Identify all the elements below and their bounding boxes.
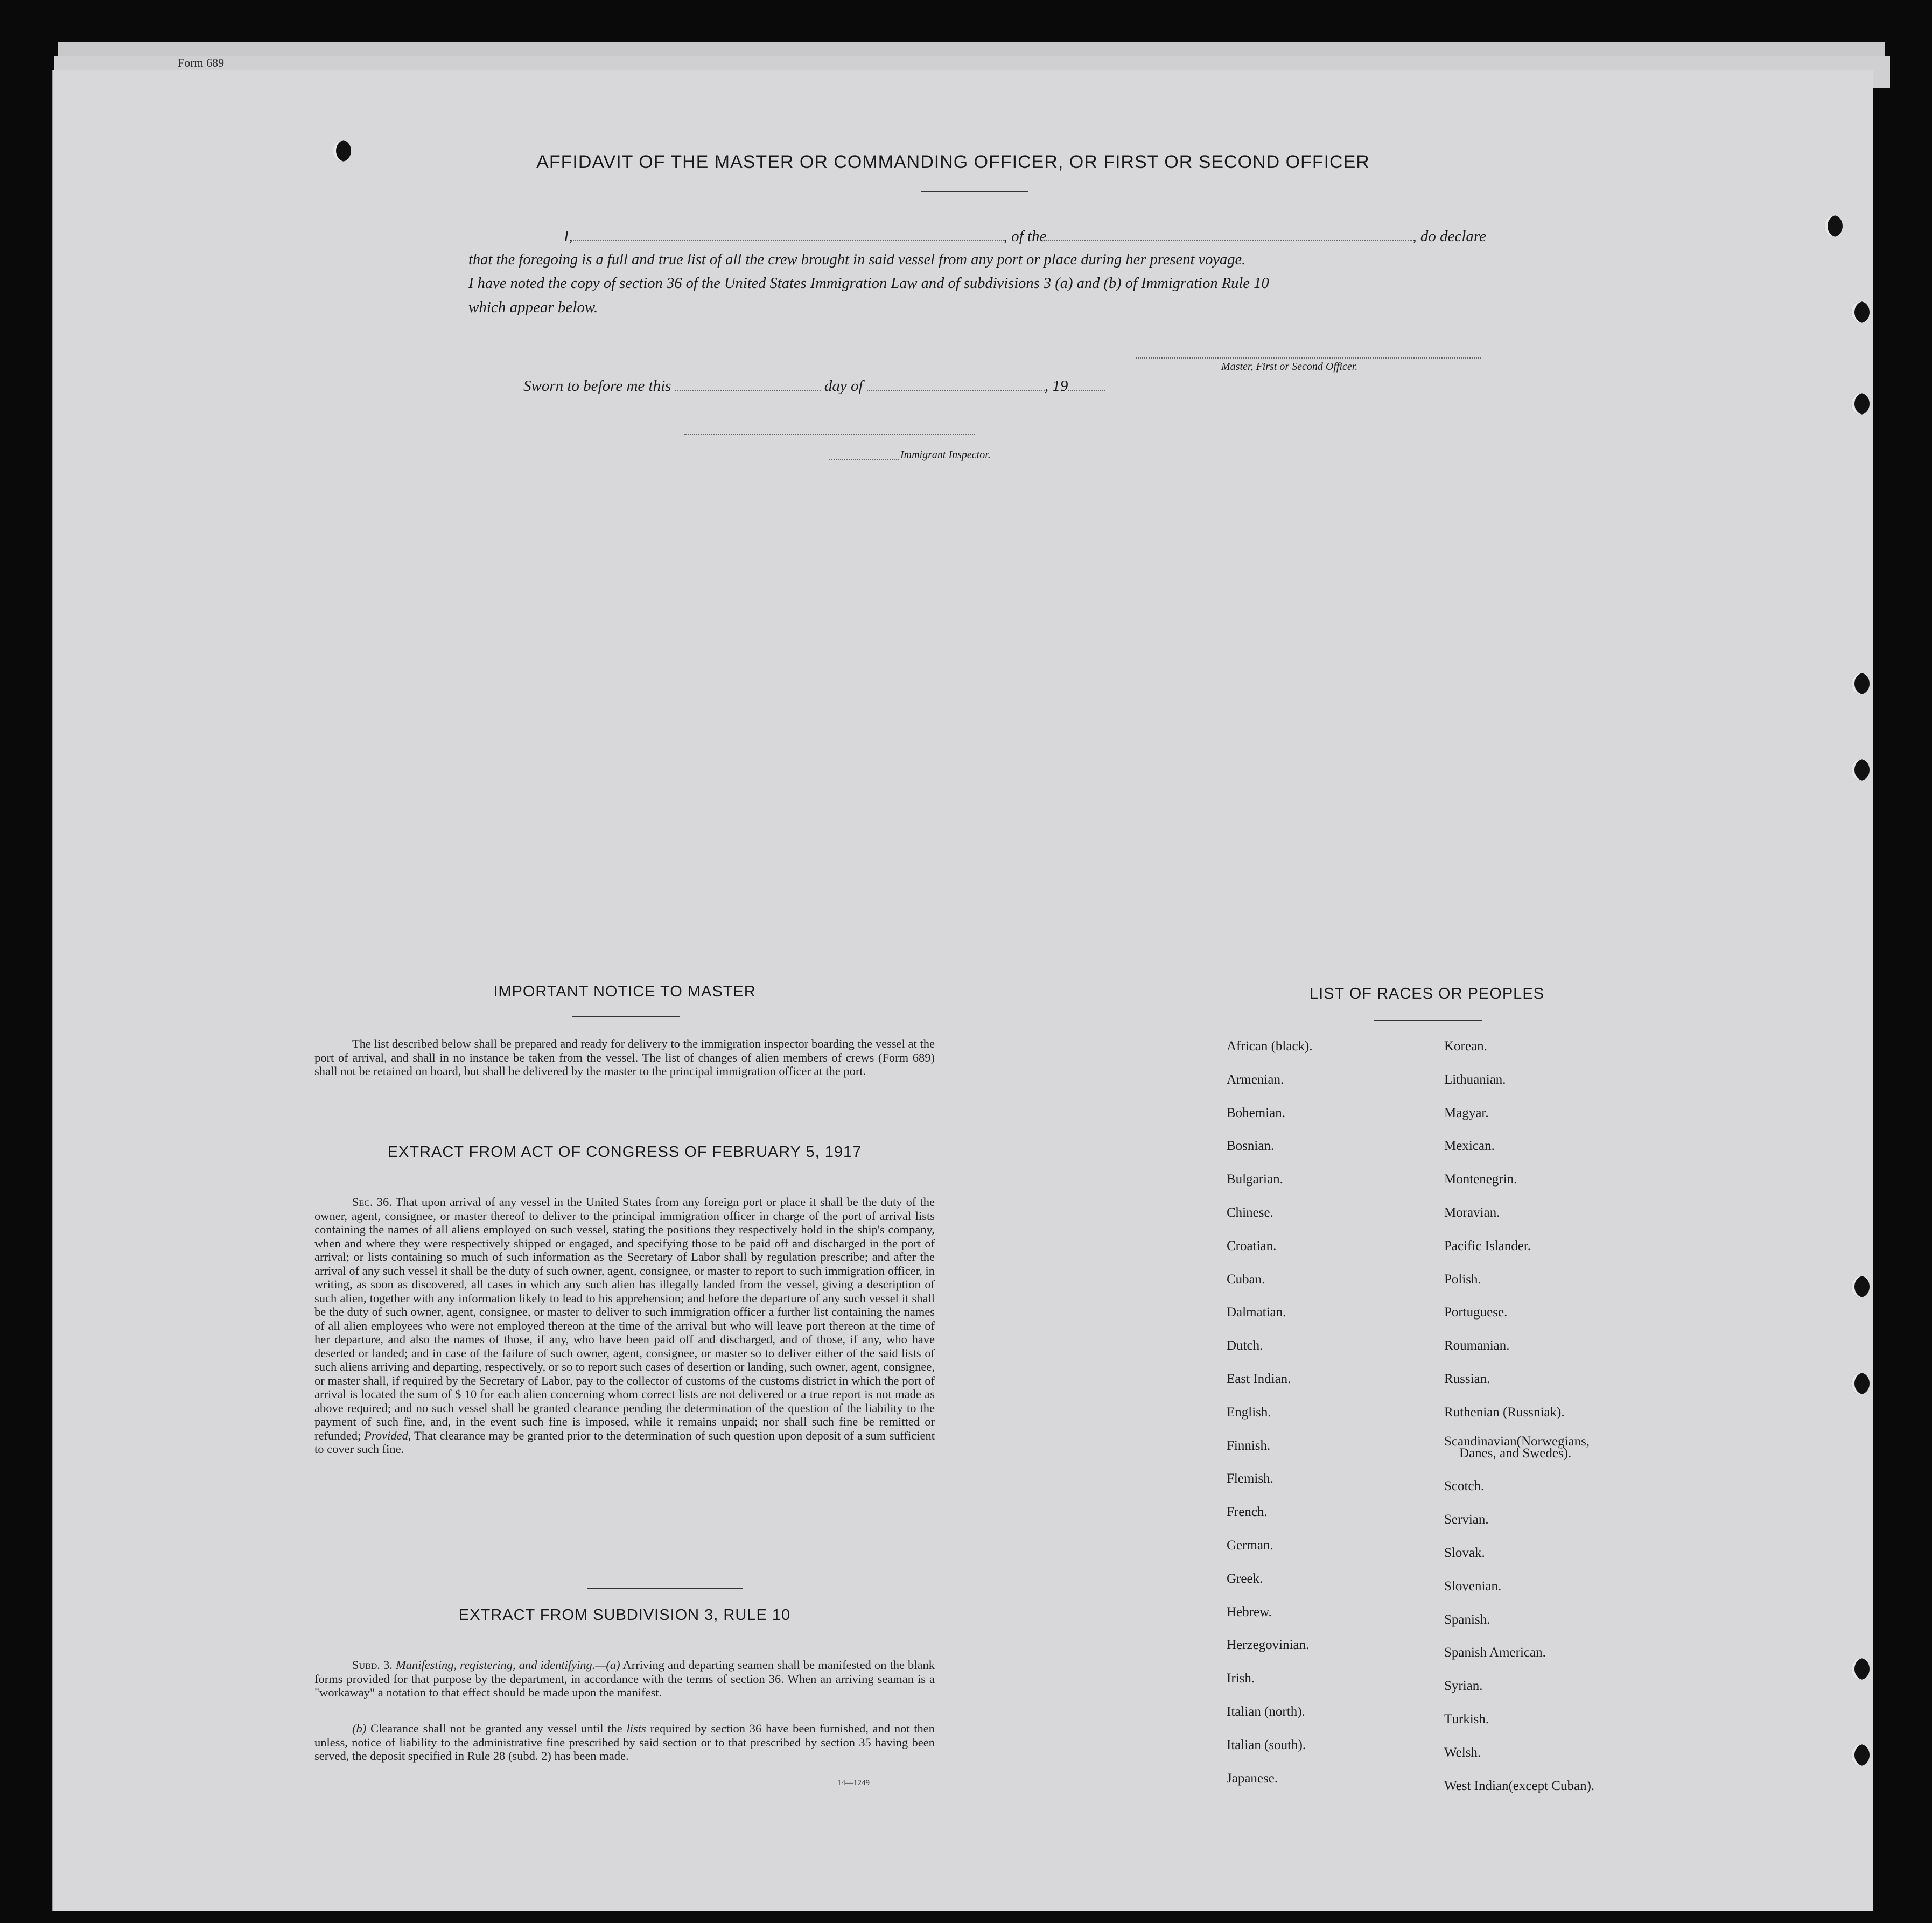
race-item: Portuguese.: [1444, 1305, 1508, 1320]
act-title: EXTRACT FROM ACT OF CONGRESS OF FEBRUARY 5, 1917: [387, 1143, 862, 1161]
act-provided: Provided,: [364, 1428, 411, 1442]
affidavit-line-1: [468, 225, 1486, 248]
punch-hole: [1851, 301, 1870, 323]
declare-label: , do declare: [1412, 228, 1486, 245]
vessel-name-field[interactable]: [1046, 235, 1412, 241]
race-item: Finnish.: [1227, 1438, 1271, 1453]
race-item: Bohemian.: [1227, 1105, 1286, 1120]
sworn-line: [523, 375, 1105, 397]
print-code: 14—1249: [837, 1779, 870, 1787]
race-item: Hebrew.: [1227, 1604, 1272, 1619]
race-item: Montenegrin.: [1444, 1172, 1517, 1187]
sworn-label: Sworn to before me this: [523, 377, 671, 395]
inspector-caption: Immigrant Inspector.: [900, 449, 991, 461]
race-item: Welsh.: [1444, 1745, 1481, 1760]
race-item: Lithuanian.: [1444, 1072, 1506, 1087]
race-item: Polish.: [1444, 1272, 1481, 1287]
rule-b-lists: lists: [626, 1722, 646, 1735]
punch-hole: [1851, 1658, 1870, 1680]
notice-title: IMPORTANT NOTICE TO MASTER: [493, 983, 756, 1000]
race-item: African (black).: [1227, 1039, 1313, 1054]
race-item: Korean.: [1444, 1039, 1487, 1054]
affidavit-title: AFFIDAVIT OF THE MASTER OR COMMANDING OFFICER, OR FIRST OR SECOND OFFICER: [536, 152, 1370, 172]
punch-hole: [1851, 393, 1870, 415]
races-rule: [1374, 1020, 1482, 1021]
race-item: West Indian(except Cuban).: [1444, 1778, 1595, 1793]
punch-hole: [1851, 1276, 1870, 1297]
race-item: English.: [1227, 1405, 1271, 1420]
race-item: East Indian.: [1227, 1372, 1291, 1386]
race-item: Croatian.: [1227, 1238, 1277, 1253]
sworn-month-field[interactable]: [867, 384, 1045, 391]
race-item: Spanish American.: [1444, 1645, 1546, 1660]
act-text: [314, 1195, 935, 1456]
race-item: Chinese.: [1227, 1205, 1273, 1220]
notice-rule: [572, 1016, 680, 1017]
declarant-label: I,: [563, 228, 573, 245]
day-of-label: day of: [824, 377, 863, 395]
affidavit-line-2: that the foregoing is a full and true list of all the crew brought in said vessel from any port or place during her present voyage.: [468, 251, 1246, 268]
race-item: Greek.: [1227, 1571, 1263, 1586]
rule-b-label: (b): [352, 1722, 367, 1735]
rule-text-b: [314, 1722, 935, 1763]
race-item: Spanish.: [1444, 1612, 1490, 1627]
sworn-day-field[interactable]: [675, 384, 821, 391]
punch-hole: [333, 140, 351, 162]
master-signature-field[interactable]: [1136, 352, 1481, 359]
race-item: Slovenian.: [1444, 1578, 1502, 1594]
race-item: Slovak.: [1444, 1546, 1485, 1560]
race-item: Japanese.: [1227, 1771, 1278, 1786]
race-item: Armenian.: [1227, 1072, 1284, 1087]
sworn-year-field[interactable]: [1068, 384, 1105, 391]
race-item: Turkish.: [1444, 1712, 1489, 1727]
race-item: Russian.: [1444, 1372, 1490, 1386]
race-item: German.: [1227, 1538, 1273, 1553]
race-item: Roumanian.: [1444, 1338, 1510, 1353]
race-item: Dutch.: [1227, 1338, 1263, 1353]
act-bottom-rule: [587, 1588, 743, 1589]
form-number: Form 689: [178, 56, 225, 69]
master-caption: Master, First or Second Officer.: [1221, 361, 1358, 373]
race-item: Moravian.: [1444, 1205, 1500, 1220]
race-item: Ruthenian (Russniak).: [1444, 1405, 1565, 1420]
race-item: Scandinavian(Norwegians,: [1444, 1434, 1590, 1449]
race-item: Flemish.: [1227, 1471, 1273, 1486]
race-item: Italian (south).: [1227, 1737, 1306, 1752]
rule-subd-label: Subd. 3.: [352, 1658, 393, 1672]
rule-b-text-2: required by section 36 have been furnished, and not then unless, notice of liability to the administrative fine prescribed by said section or to that prescribed by section 35 having been served, the deposit specified in Rule 28 (subd. 2) has been made.: [314, 1722, 935, 1763]
declarant-name-field[interactable]: [573, 235, 1004, 241]
affidavit-line-3: I have noted the copy of section 36 of the United States Immigration Law and of subdivisions 3 (a) and (b) of Immigration Rule 10: [468, 275, 1269, 292]
punch-hole: [1851, 1373, 1870, 1394]
affidavit-line-4: which appear below.: [468, 299, 598, 316]
rule-text-a: [314, 1658, 935, 1700]
race-item: Bosnian.: [1227, 1139, 1275, 1154]
inspector-lead-dots: [829, 453, 899, 460]
races-title: LIST OF RACES OR PEOPLES: [1309, 985, 1545, 1002]
act-section-body: That upon arrival of any vessel in the United States from any foreign port or place it shall be the duty of the owner, agent, consignee, or master thereof to deliver to the principal immigration officer in charge of the port of arrival lists containing the names of all aliens employed on such vessel, stating the positions they respectively hold in the ship's company, when and where they were respectively shipped or engaged, and specifying those to be paid off and discharged in the port of arrival; or lists containing so much of such information as the Secretary of Labor shall by regulation prescribe; and after the arrival of any such vessel it shall be the duty of such owner, agent, consignee, or master to report to such immigration officer, in writing, as soon as discovered, all cases in which any such alien has illegally landed from the vessel, giving a description of such alien, together with any information likely to lead to his apprehension; and before the departure of any such vessel it shall be the duty of such owner, agent, consignee, or master to deliver to such immigration officer a further list containing the names of all alien employees who were not employed thereon at the time of the arrival but who will leave port thereon at the time of her departure, and also the names of those, if any, who have been paid off and discharged, and of those, if any, who have deserted or landed; and in case of the failure of such owner, agent, consignee, or master so to deliver either of the said lists of such aliens arriving and departing, respectively, or so to report such cases of desertion or landing, such owner, agent, consignee, or master shall, if required by the Secretary of Labor, pay to the collector of customs of the customs district in which the port of arrival is located the sum of $ 10 for each alien concerning whom correct lists are not delivered or a true report is not made as above required; and no such vessel shall be granted clearance pending the determination of the question of the liability to the payment of such fine, and, in the event such fine is imposed, while it remains unpaid; nor shall such fine be remitted or refunded;: [314, 1195, 935, 1442]
act-section-end: That clearance may be granted prior to the determination of such question upon deposit of a sum sufficient to cover such fine.: [314, 1428, 935, 1456]
race-item: Magyar.: [1444, 1105, 1489, 1120]
race-item: Scotch.: [1444, 1479, 1485, 1494]
title-rule: [921, 191, 1028, 192]
act-section-label: Sec. 36.: [352, 1195, 392, 1209]
race-item: Mexican.: [1444, 1139, 1495, 1154]
of-the-label: , of the: [1003, 228, 1047, 245]
punch-hole: [1851, 673, 1870, 694]
race-item: Bulgarian.: [1227, 1172, 1283, 1187]
punch-hole: [1824, 215, 1843, 237]
race-item: Irish.: [1227, 1671, 1255, 1686]
race-item: Syrian.: [1444, 1679, 1483, 1694]
notice-text: The list described below shall be prepared and ready for delivery to the immigration inspector boarding the vessel at the port of arrival, and shall in no instance be taken from the vessel. The list of changes of alien members of crews (Form 689) shall not be retained on board, but shall be delivered by the master to the principal immigration officer at the port.: [314, 1037, 935, 1078]
race-item: Cuban.: [1227, 1272, 1265, 1287]
punch-hole: [1851, 1744, 1870, 1766]
race-item: Italian (north).: [1227, 1704, 1305, 1719]
rule-subd-heading: Manifesting, registering, and identifying.—(a): [395, 1658, 620, 1672]
rule-subd-a-text: Arriving and departing seamen shall be manifested on the blank forms provided for that purpose by the department, in accordance with the terms of section 36. When an arriving seaman is a "workaway" a notation to that effect should be made upon the manifest.: [314, 1658, 935, 1699]
rule-title: EXTRACT FROM SUBDIVISION 3, RULE 10: [458, 1606, 791, 1624]
inspector-signature-field[interactable]: [684, 429, 975, 435]
punch-hole: [1851, 759, 1870, 781]
race-item: Pacific Islander.: [1444, 1238, 1531, 1253]
year-label: , 19: [1044, 377, 1068, 395]
rule-b-text-1: Clearance shall not be granted any vessel until the: [370, 1722, 622, 1735]
race-item: Dalmatian.: [1227, 1305, 1286, 1320]
race-item: Servian.: [1444, 1512, 1489, 1527]
race-item: Herzegovinian.: [1227, 1638, 1310, 1653]
race-item: French.: [1227, 1505, 1268, 1520]
race-item: Danes, and Swedes).: [1459, 1446, 1572, 1461]
